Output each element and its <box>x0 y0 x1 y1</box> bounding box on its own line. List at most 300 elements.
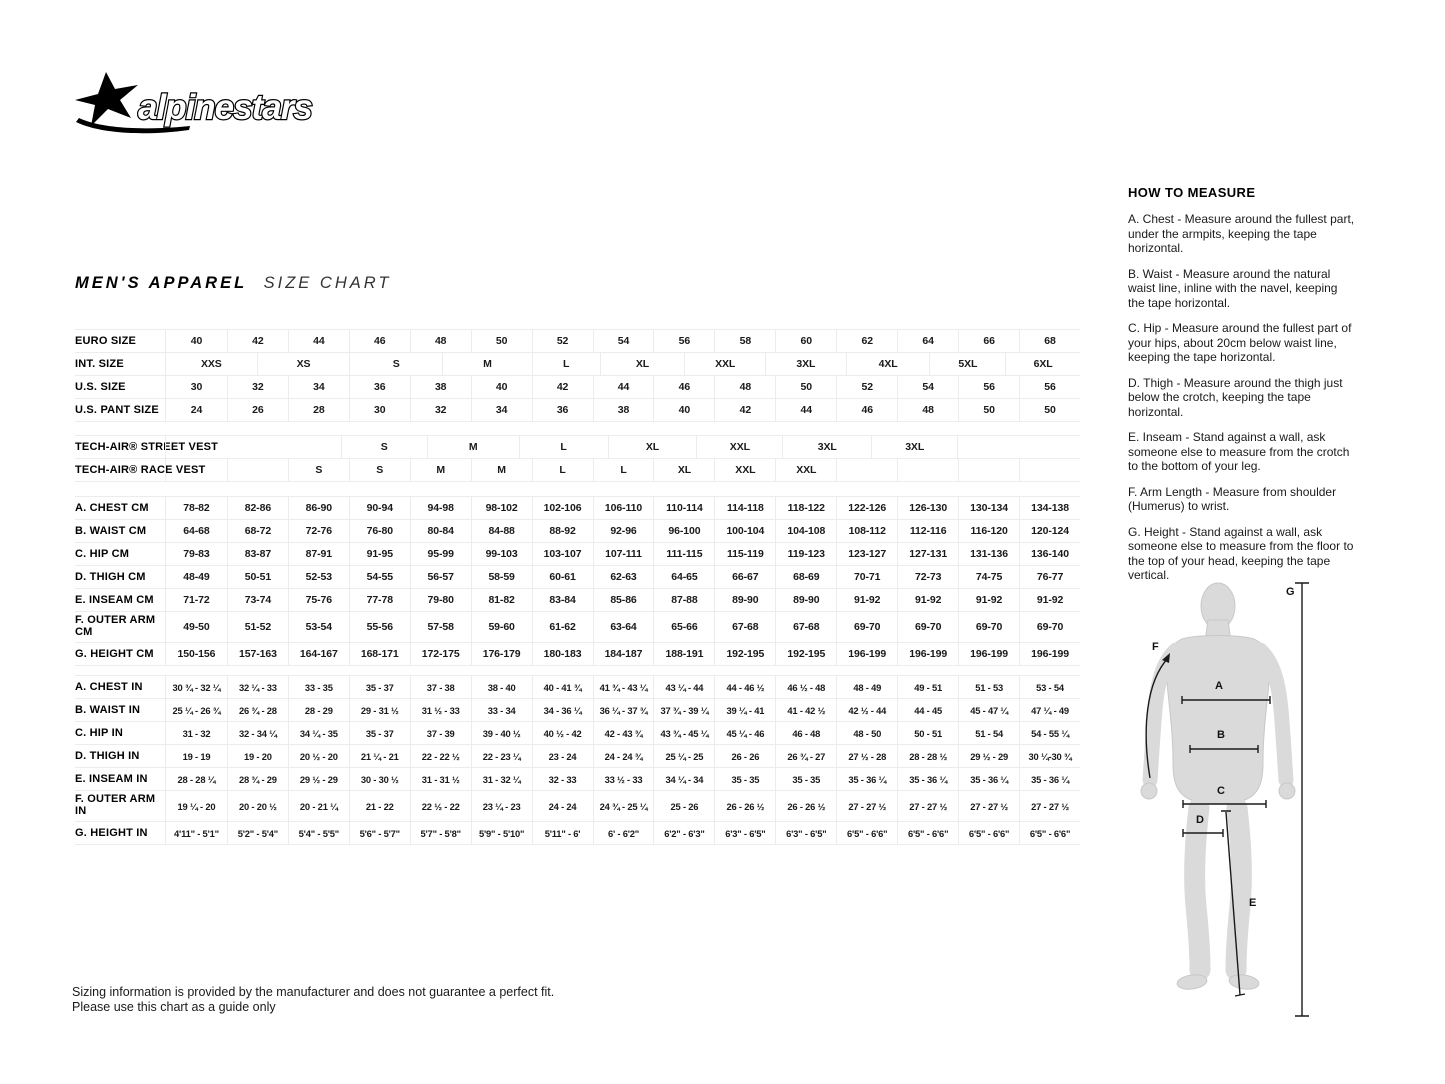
size-cell: 25 ¼ - 26 ¾ <box>172 704 221 716</box>
size-cell: 6'5" - 6'6" <box>836 822 897 844</box>
row-values <box>165 543 1080 565</box>
row-label: G. HEIGHT IN <box>75 827 148 839</box>
measure-instruction: G. Height - Stand against a wall, ask someone else to measure from the floor to the top of your head, keeping the tape vertical. <box>1128 524 1354 582</box>
alpinestars-logo <box>72 68 372 143</box>
table-row <box>75 497 1080 520</box>
size-cell: 33 ½ - 33 <box>593 768 654 790</box>
size-cell: 48 <box>897 399 958 421</box>
size-cell: 192-195 <box>714 643 775 665</box>
table-row <box>75 353 1080 376</box>
row-label: G. HEIGHT CM <box>75 648 154 660</box>
size-cell: 32 <box>227 376 288 398</box>
table-row <box>75 612 1080 643</box>
size-cell: 52 <box>836 376 897 398</box>
size-cell: 26 - 26 ½ <box>775 791 836 821</box>
size-cell: 176-179 <box>471 643 532 665</box>
size-cell: 42 <box>227 330 288 352</box>
size-cell: 31 ½ - 33 <box>410 699 471 721</box>
size-cell: 71-72 <box>183 594 210 606</box>
size-cell: 4'11" - 5'1" <box>174 827 219 839</box>
table-row <box>75 436 1080 459</box>
logo-star-icon <box>75 72 138 126</box>
size-cell: 103-107 <box>532 543 593 565</box>
size-cell <box>897 459 958 481</box>
size-cell: 50 <box>958 399 1019 421</box>
size-cell: 40 ½ - 42 <box>532 722 593 744</box>
size-cell <box>166 459 227 481</box>
size-cell: 31 - 32 ¼ <box>471 768 532 790</box>
size-cell: 42 <box>532 376 593 398</box>
size-cell: 20 - 20 ½ <box>227 791 288 821</box>
size-cell: 24 - 24 ¾ <box>593 745 654 767</box>
size-cell: 91-92 <box>897 589 958 611</box>
size-cell: 51 - 54 <box>958 722 1019 744</box>
size-cell: 52 <box>532 330 593 352</box>
size-cell: 180-183 <box>532 643 593 665</box>
size-cell: 68-69 <box>775 566 836 588</box>
size-cell: 60 <box>775 330 836 352</box>
row-values <box>165 497 1080 519</box>
page-title <box>75 274 391 293</box>
size-cell: 83-87 <box>227 543 288 565</box>
size-cell: 28 ¾ - 29 <box>227 768 288 790</box>
row-label: F. OUTER ARM CM <box>75 614 156 638</box>
size-cell: 68 <box>1019 330 1080 352</box>
size-cell: 30 <box>349 399 410 421</box>
size-cell: 6'5" - 6'6" <box>1019 822 1080 844</box>
measure-instruction: F. Arm Length - Measure from shoulder (Humerus) to wrist. <box>1128 484 1337 513</box>
size-cell: 50 <box>775 376 836 398</box>
size-cell: 53 - 54 <box>1019 676 1080 698</box>
size-cell: 39 ¼ - 41 <box>714 699 775 721</box>
table-row <box>75 643 1080 666</box>
row-values <box>165 791 1080 821</box>
size-cell: 56 <box>958 376 1019 398</box>
size-cell: XXL <box>696 436 782 458</box>
size-cell: 99-103 <box>471 543 532 565</box>
size-cell: 5'11" - 6' <box>532 822 593 844</box>
size-cell: 46 - 48 <box>775 722 836 744</box>
diagram-label-a: A <box>1215 680 1223 692</box>
measure-instruction: C. Hip - Measure around the fullest part of your hips, about 20cm below waist line, keeping the tape horizontal. <box>1128 321 1352 364</box>
alpinestars-logo-icon <box>72 68 372 138</box>
size-cell: 196-199 <box>1019 643 1080 665</box>
size-cell: 40 <box>653 399 714 421</box>
size-cell: 26 - 26 <box>714 745 775 767</box>
size-cell: 46 ½ - 48 <box>775 676 836 698</box>
size-cell <box>166 436 341 458</box>
size-cell: 50 <box>471 330 532 352</box>
size-cell: 5'2" - 5'4" <box>227 822 288 844</box>
size-cell: 31 - 32 <box>182 727 211 739</box>
row-values <box>165 459 1080 481</box>
table-row <box>75 566 1080 589</box>
row-values <box>165 330 1080 352</box>
size-cell: 188-191 <box>653 643 714 665</box>
table-row <box>75 768 1080 791</box>
size-cell: 44 <box>775 399 836 421</box>
size-cell: 5'4" - 5'5" <box>288 822 349 844</box>
size-cell: 56 <box>1019 376 1080 398</box>
size-cell: 91-92 <box>1019 589 1080 611</box>
size-cell: 37 - 38 <box>410 676 471 698</box>
table-row <box>75 330 1080 353</box>
table-row <box>75 543 1080 566</box>
size-cell: 134-138 <box>1019 497 1080 519</box>
diagram-label-e: E <box>1249 897 1257 909</box>
size-cell: 44 - 46 ½ <box>714 676 775 698</box>
size-cell: 60-61 <box>532 566 593 588</box>
size-cell: 70-71 <box>836 566 897 588</box>
size-cell: 78-82 <box>183 502 210 514</box>
diagram-label-f: F <box>1152 641 1159 653</box>
size-cell: 42 ½ - 44 <box>836 699 897 721</box>
how-to-measure-title: HOW TO MEASURE <box>1128 185 1256 200</box>
size-cell: 34 ¼ - 34 <box>653 768 714 790</box>
size-cell: 82-86 <box>227 497 288 519</box>
size-cell: M <box>442 353 532 375</box>
size-cell: 28 <box>288 399 349 421</box>
table-block-cm <box>75 496 1080 666</box>
size-cell <box>836 459 897 481</box>
size-cell: 127-131 <box>897 543 958 565</box>
size-cell: 58 <box>714 330 775 352</box>
size-cell: 184-187 <box>593 643 654 665</box>
row-label: D. THIGH IN <box>75 750 140 762</box>
row-label: C. HIP IN <box>75 727 124 739</box>
size-cell: 48 - 50 <box>836 722 897 744</box>
size-cell: 34 <box>471 399 532 421</box>
size-cell: 91-92 <box>958 589 1019 611</box>
size-cell: 19 - 19 <box>182 750 211 762</box>
size-cell: 115-119 <box>714 543 775 565</box>
size-cell: 40 <box>471 376 532 398</box>
size-cell: 34 - 36 ¼ <box>532 699 593 721</box>
size-cell: 27 - 27 ½ <box>897 791 958 821</box>
size-cell: 37 - 39 <box>410 722 471 744</box>
size-cell <box>1019 459 1080 481</box>
row-values <box>165 566 1080 588</box>
size-cell: 46 <box>349 330 410 352</box>
size-cell: 36 <box>349 376 410 398</box>
size-cell: 22 ½ - 22 <box>410 791 471 821</box>
row-label: C. HIP CM <box>75 548 130 560</box>
row-values <box>165 589 1080 611</box>
size-cell: 26 - 26 ½ <box>714 791 775 821</box>
size-cell: 6'5" - 6'6" <box>958 822 1019 844</box>
row-values <box>165 612 1080 642</box>
table-block-in <box>75 675 1080 845</box>
size-cell: 84-88 <box>471 520 532 542</box>
size-cell: XL <box>600 353 685 375</box>
size-cell: 43 ¼ - 44 <box>653 676 714 698</box>
size-cell: 20 - 21 ¼ <box>288 791 349 821</box>
size-cell: 50 <box>1019 399 1080 421</box>
size-cell: 108-112 <box>836 520 897 542</box>
size-cell: 32 - 34 ¼ <box>227 722 288 744</box>
size-cell: 64-65 <box>653 566 714 588</box>
how-to-measure-list <box>1128 212 1356 583</box>
size-cell: 68-72 <box>227 520 288 542</box>
size-cell: 6'5" - 6'6" <box>897 822 958 844</box>
size-cell: 33 - 34 <box>471 699 532 721</box>
size-cell: 77-78 <box>349 589 410 611</box>
size-cell: 30 - 30 ½ <box>349 768 410 790</box>
size-cell: 34 ¼ - 35 <box>288 722 349 744</box>
row-values <box>165 436 1080 458</box>
size-cell: 106-110 <box>593 497 654 519</box>
size-table <box>75 329 1080 845</box>
size-cell: 51 - 53 <box>958 676 1019 698</box>
size-cell: 29 - 31 ½ <box>349 699 410 721</box>
size-cell: 22 - 23 ¼ <box>471 745 532 767</box>
size-cell: 24 <box>190 404 203 416</box>
table-row <box>75 822 1080 845</box>
size-cell: 98-102 <box>471 497 532 519</box>
size-cell: 28 - 29 <box>288 699 349 721</box>
size-cell: 67-68 <box>775 612 836 642</box>
size-cell: 20 ½ - 20 <box>288 745 349 767</box>
row-values <box>165 376 1080 398</box>
diagram-label-g: G <box>1286 586 1295 598</box>
size-cell: 54 <box>593 330 654 352</box>
size-cell: 90-94 <box>349 497 410 519</box>
size-cell: 24 - 24 <box>532 791 593 821</box>
size-cell: 19 ¼ - 20 <box>177 800 216 812</box>
size-cell: 35 - 37 <box>349 676 410 698</box>
size-cell <box>957 436 1080 458</box>
size-cell: 50 - 51 <box>897 722 958 744</box>
row-label: B. WAIST IN <box>75 704 141 716</box>
size-cell: 62-63 <box>593 566 654 588</box>
size-cell: 87-91 <box>288 543 349 565</box>
row-label: A. CHEST IN <box>75 681 143 693</box>
row-label: F. OUTER ARM IN <box>75 793 156 817</box>
size-cell: 3XL <box>765 353 846 375</box>
size-cell: 29 ½ - 29 <box>958 745 1019 767</box>
size-cell: 29 ½ - 29 <box>288 768 349 790</box>
size-cell: 67-68 <box>714 612 775 642</box>
size-cell: 30 ¾ - 32 ¼ <box>172 681 221 693</box>
body-measurement-diagram <box>1130 570 1390 1035</box>
size-cell: 39 - 40 ½ <box>471 722 532 744</box>
size-cell: 192-195 <box>775 643 836 665</box>
size-cell: 80-84 <box>410 520 471 542</box>
size-cell: 19 - 20 <box>227 745 288 767</box>
row-values <box>165 768 1080 790</box>
size-cell: 42 - 43 ¾ <box>593 722 654 744</box>
size-cell: 86-90 <box>288 497 349 519</box>
footer-disclaimer <box>72 985 554 1015</box>
size-cell: 64-68 <box>183 525 210 537</box>
row-label: D. THIGH CM <box>75 571 146 583</box>
size-cell: 62 <box>836 330 897 352</box>
table-row <box>75 745 1080 768</box>
size-cell: 69-70 <box>836 612 897 642</box>
size-cell: 41 ¾ - 43 ¼ <box>593 676 654 698</box>
row-values <box>165 353 1080 375</box>
size-cell: 57-58 <box>410 612 471 642</box>
size-cell: 33 - 35 <box>288 676 349 698</box>
size-cell: 26 ¾ - 27 <box>775 745 836 767</box>
size-cell: 76-77 <box>1019 566 1080 588</box>
size-cell: 123-127 <box>836 543 897 565</box>
size-cell: XL <box>608 436 697 458</box>
size-cell: 44 - 45 <box>897 699 958 721</box>
size-cell: M <box>427 436 519 458</box>
size-cell: 23 ¼ - 23 <box>471 791 532 821</box>
size-cell: 91-95 <box>349 543 410 565</box>
size-cell: 32 ¼ - 33 <box>227 676 288 698</box>
size-cell: 94-98 <box>410 497 471 519</box>
size-cell: S <box>349 459 410 481</box>
size-cell: 87-88 <box>653 589 714 611</box>
size-cell: M <box>410 459 471 481</box>
size-cell: 35 - 37 <box>349 722 410 744</box>
size-cell: 52-53 <box>288 566 349 588</box>
size-cell: 5XL <box>929 353 1005 375</box>
logo-wordmark: alpinestars <box>138 88 312 127</box>
size-cell: 164-167 <box>288 643 349 665</box>
size-cell: 196-199 <box>958 643 1019 665</box>
table-row <box>75 376 1080 399</box>
table-block-vest <box>75 435 1080 482</box>
diagram-label-b: B <box>1217 729 1225 741</box>
size-cell: 66 <box>958 330 1019 352</box>
size-cell: XXL <box>684 353 765 375</box>
size-cell: 69-70 <box>897 612 958 642</box>
size-cell: 38 - 40 <box>471 676 532 698</box>
size-cell: 72-76 <box>288 520 349 542</box>
size-cell: 35 - 36 ¼ <box>897 768 958 790</box>
row-label: U.S. SIZE <box>75 381 126 393</box>
size-cell: 43 ¾ - 45 ¼ <box>653 722 714 744</box>
size-cell <box>958 459 1019 481</box>
size-cell: 49-50 <box>183 621 210 633</box>
table-row <box>75 722 1080 745</box>
size-cell: 119-123 <box>775 543 836 565</box>
size-cell: 53-54 <box>288 612 349 642</box>
size-cell: 63-64 <box>593 612 654 642</box>
page-title-bold: MEN'S APPAREL <box>75 274 248 292</box>
size-cell: 42 <box>714 399 775 421</box>
diagram-label-c: C <box>1217 785 1225 797</box>
size-cell: 21 - 22 <box>349 791 410 821</box>
size-cell: 120-124 <box>1019 520 1080 542</box>
size-cell: 38 <box>593 399 654 421</box>
size-cell: 25 ¼ - 25 <box>653 745 714 767</box>
size-cell: 96-100 <box>653 520 714 542</box>
size-cell: 5'7" - 5'8" <box>410 822 471 844</box>
size-cell: 44 <box>288 330 349 352</box>
page-title-light: SIZE CHART <box>263 274 392 292</box>
size-cell: 48 - 49 <box>836 676 897 698</box>
row-label: TECH-AIR® STREET VEST <box>75 441 219 453</box>
how-to-measure-section <box>1128 185 1356 594</box>
body-diagram-icon <box>1130 570 1390 1030</box>
size-cell: 196-199 <box>836 643 897 665</box>
table-block-sizes <box>75 329 1080 422</box>
size-cell: 36 <box>532 399 593 421</box>
size-cell: 92-96 <box>593 520 654 542</box>
size-cell: 24 ¾ - 25 ¼ <box>593 791 654 821</box>
size-cell: 56 <box>653 330 714 352</box>
size-cell: 35 - 35 <box>775 768 836 790</box>
size-cell: 172-175 <box>410 643 471 665</box>
size-cell: 46 <box>836 399 897 421</box>
size-cell: XXL <box>775 459 836 481</box>
row-values <box>165 722 1080 744</box>
size-cell: 41 - 42 ½ <box>775 699 836 721</box>
table-row <box>75 676 1080 699</box>
size-cell: 114-118 <box>714 497 775 519</box>
size-cell: 37 ¾ - 39 ¼ <box>653 699 714 721</box>
row-label: B. WAIST CM <box>75 525 147 537</box>
size-cell: 136-140 <box>1019 543 1080 565</box>
size-cell: 27 - 27 ½ <box>836 791 897 821</box>
size-cell: 72-73 <box>897 566 958 588</box>
size-cell: 88-92 <box>532 520 593 542</box>
size-cell: 102-106 <box>532 497 593 519</box>
size-cell: 54 <box>897 376 958 398</box>
size-cell: 32 <box>410 399 471 421</box>
size-cell: 75-76 <box>288 589 349 611</box>
diagram-label-d: D <box>1196 814 1204 826</box>
size-cell: 23 - 24 <box>532 745 593 767</box>
size-cell: 6'2" - 6'3" <box>653 822 714 844</box>
size-cell: 76-80 <box>349 520 410 542</box>
size-cell: M <box>471 459 532 481</box>
size-cell: 30 ¼-30 ¾ <box>1019 745 1080 767</box>
size-cell: 150-156 <box>177 648 216 660</box>
size-cell: 168-171 <box>349 643 410 665</box>
measure-instruction: B. Waist - Measure around the natural waist line, inline with the navel, keeping the tape horizontal. <box>1128 266 1338 310</box>
size-cell: S <box>288 459 349 481</box>
row-values <box>165 699 1080 721</box>
size-cell: 61-62 <box>532 612 593 642</box>
size-cell: 22 - 22 ½ <box>410 745 471 767</box>
size-cell: 6'3" - 6'5" <box>775 822 836 844</box>
size-cell: 85-86 <box>593 589 654 611</box>
size-cell: XXS <box>200 358 222 370</box>
size-cell: 66-67 <box>714 566 775 588</box>
size-cell: 6'3" - 6'5" <box>714 822 775 844</box>
size-cell: 5'9" - 5'10" <box>471 822 532 844</box>
size-cell: 89-90 <box>775 589 836 611</box>
size-cell: 26 <box>227 399 288 421</box>
size-cell: 118-122 <box>775 497 836 519</box>
table-row <box>75 699 1080 722</box>
size-cell: 6' - 6'2" <box>593 822 654 844</box>
size-cell: 50-51 <box>227 566 288 588</box>
size-cell: 91-92 <box>836 589 897 611</box>
size-cell: 35 - 36 ¼ <box>1019 768 1080 790</box>
size-cell: L <box>532 459 593 481</box>
size-cell: 27 - 27 ½ <box>1019 791 1080 821</box>
size-cell: 81-82 <box>471 589 532 611</box>
row-label: EURO SIZE <box>75 335 137 347</box>
size-cell: 30 <box>190 381 203 393</box>
size-cell: XXL <box>714 459 775 481</box>
size-cell: 35 - 36 ¼ <box>836 768 897 790</box>
body-feet-icon <box>1176 973 1260 991</box>
size-cell: 104-108 <box>775 520 836 542</box>
size-cell: S <box>349 353 442 375</box>
size-cell: 48 <box>410 330 471 352</box>
size-cell: 3XL <box>782 436 871 458</box>
size-cell: 112-116 <box>897 520 958 542</box>
size-cell: 45 - 47 ¼ <box>958 699 1019 721</box>
